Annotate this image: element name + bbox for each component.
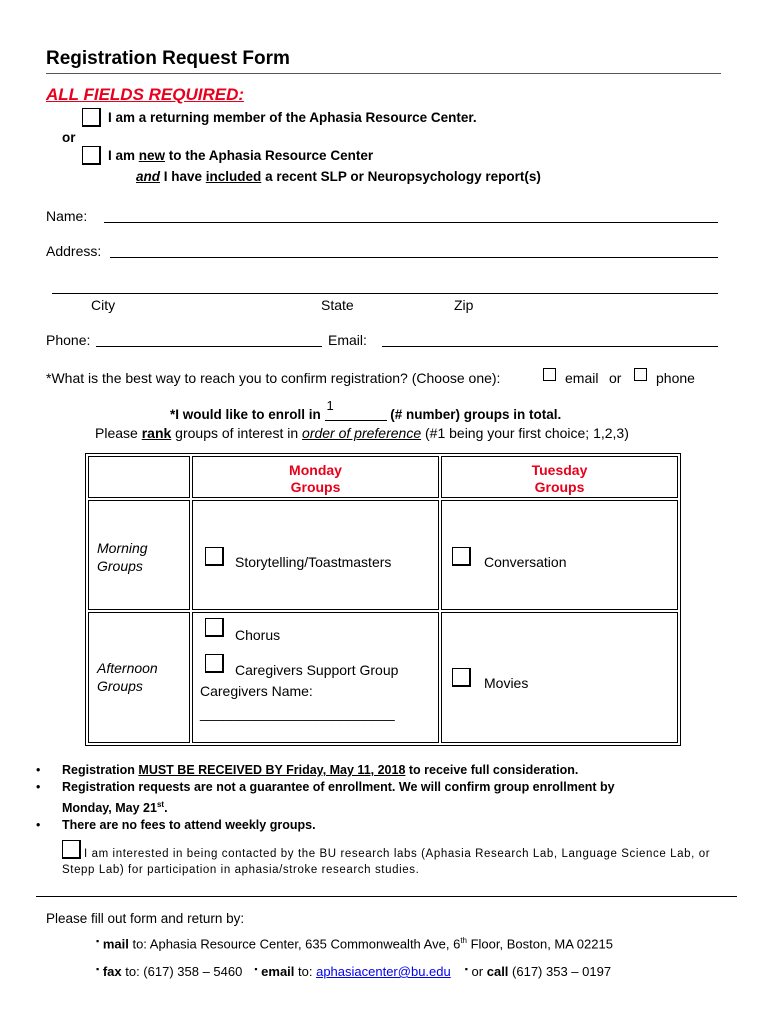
form-title: Registration Request Form [46, 48, 290, 69]
email-pref-label: email [565, 370, 599, 386]
enroll-count-field[interactable] [325, 398, 387, 421]
city-label: City [91, 297, 116, 313]
report-label: and I have included a recent SLP or Neuropsychology report(s) [136, 169, 541, 184]
or-pref-label: or [609, 370, 622, 386]
note-no-fees: • There are no fees to attend weekly groups. [36, 817, 736, 834]
morning-monday-cell [192, 500, 439, 610]
movies-checkbox[interactable] [452, 668, 471, 687]
name-label: Name: [46, 208, 88, 224]
bottom-rule [36, 896, 737, 897]
storytelling-checkbox[interactable] [205, 547, 224, 566]
address-label: Address: [46, 243, 102, 259]
return-fax-email-call: ▪ fax to: (617) 358 – 5460 ▪ email to: aphasiacenter@bu.edu ▪ or call (617) 353 – 0197 [96, 964, 612, 979]
address-field[interactable] [110, 257, 718, 258]
enroll-statement: *I would like to enroll in 1 (# number) groups in total. [170, 398, 562, 422]
return-heading: Please fill out form and return by: [46, 911, 245, 926]
returning-member-checkbox[interactable] [82, 108, 101, 127]
name-field[interactable] [104, 222, 718, 223]
phone-field[interactable] [96, 346, 322, 347]
caregivers-name-label: Caregivers Name: [200, 683, 313, 699]
groups-table [85, 453, 681, 746]
email-label: Email: [328, 332, 367, 348]
monday-header: Monday Groups [192, 456, 439, 498]
phone-label: Phone: [46, 332, 91, 348]
email-pref-checkbox[interactable] [543, 368, 556, 381]
research-consent-text: I am interested in being contacted by the BU research labs (Aphasia Research Lab, Language Science Lab, or Stepp Lab) for participation in aphasia/stroke research studies. [62, 848, 711, 876]
note-deadline: • Registration MUST BE RECEIVED BY Friday, May 11, 2018 to receive full consideration. [36, 762, 736, 779]
phone-pref-checkbox[interactable] [634, 368, 647, 381]
title-rule [46, 73, 721, 74]
afternoon-tuesday-cell [441, 612, 678, 743]
email-field[interactable] [382, 346, 718, 347]
new-member-checkbox[interactable] [82, 146, 101, 165]
caregivers-name-field[interactable]: _________________________ [200, 705, 395, 721]
new-member-label: I am new to the Aphasia Resource Center [108, 148, 374, 163]
zip-label: Zip [454, 297, 474, 313]
corner-cell [88, 456, 190, 498]
chorus-checkbox[interactable] [205, 618, 224, 637]
caregivers-checkbox[interactable] [205, 654, 224, 673]
enroll-count-value: 1 [326, 398, 334, 413]
chorus-label: Chorus [235, 627, 281, 643]
city-state-zip-field[interactable] [52, 293, 718, 294]
or-label: or [62, 130, 76, 145]
rank-instruction: Please rank groups of interest in order of preference (#1 being your first choice; 1,2,3) [95, 425, 629, 441]
conversation-label: Conversation [484, 554, 567, 570]
email-link[interactable]: aphasiacenter@bu.edu [316, 964, 451, 979]
contact-question: *What is the best way to reach you to confirm registration? (Choose one): [46, 370, 501, 386]
notes-list [36, 762, 736, 834]
tuesday-header: Tuesday Groups [441, 456, 678, 498]
state-label: State [321, 297, 354, 313]
storytelling-label: Storytelling/Toastmasters [235, 554, 392, 570]
returning-member-label: I am a returning member of the Aphasia Resource Center. [108, 110, 477, 125]
conversation-checkbox[interactable] [452, 547, 471, 566]
afternoon-groups-label: Afternoon Groups [88, 612, 190, 743]
movies-label: Movies [484, 675, 529, 691]
return-mail: ▪ mail to: Aphasia Resource Center, 635 Commonwealth Ave, 6th Floor, Boston, MA 02215 [96, 936, 613, 952]
caregivers-label: Caregivers Support Group [235, 662, 399, 678]
morning-groups-label: Morning Groups [88, 500, 190, 610]
phone-pref-label: phone [656, 370, 695, 386]
note-no-guarantee: • Registration requests are not a guarantee of enrollment. We will confirm group enrollment by Monday, May 21st. [36, 779, 736, 817]
afternoon-monday-cell [192, 612, 439, 743]
morning-tuesday-cell [441, 500, 678, 610]
required-note: ALL FIELDS REQUIRED: [46, 85, 245, 104]
